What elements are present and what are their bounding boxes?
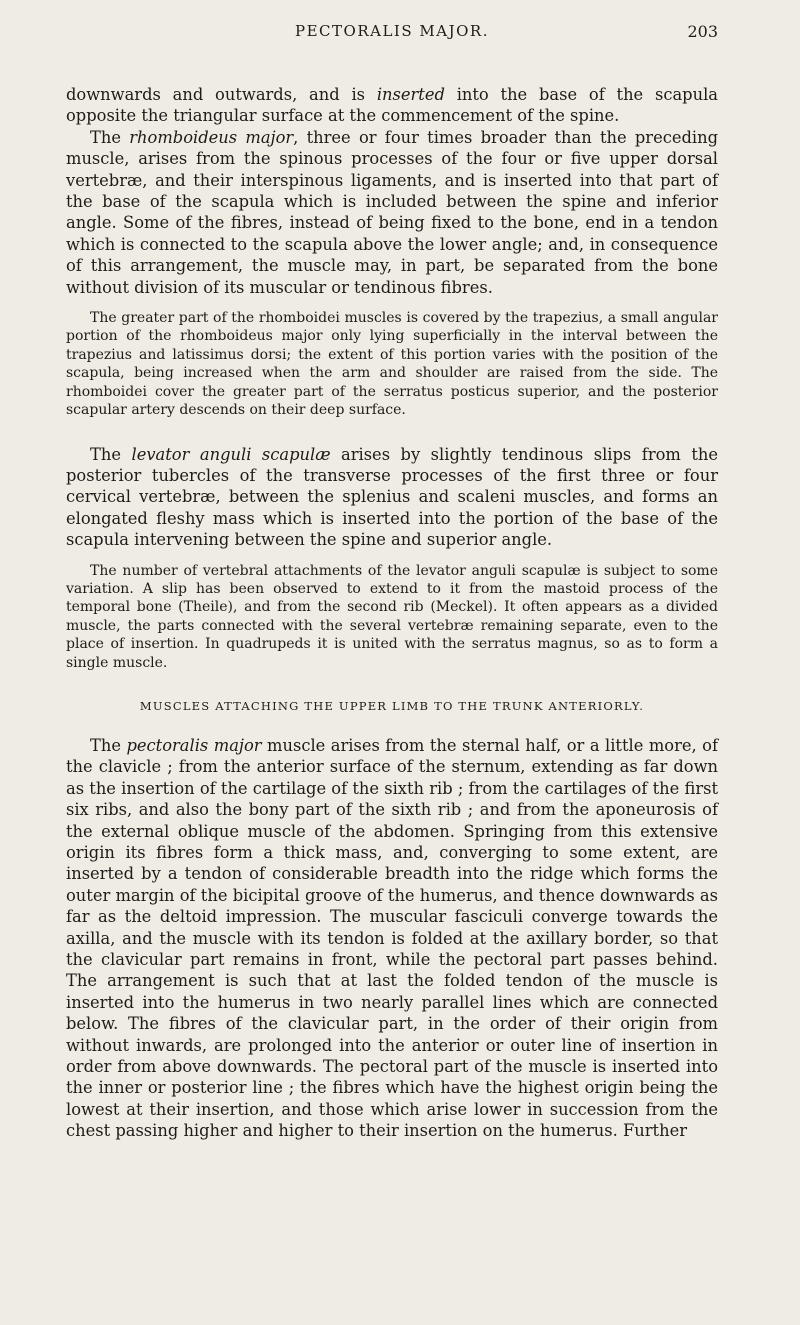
page-body <box>66 84 718 1142</box>
note-levator-anguli: The number of vertebral attachments of the levator anguli scapulæ is subject to some variation. A slip has been observed to extend to it from the mastoid process of the temporal bone (Theile), and from the second rib (Meckel). It often appears as a divided muscle, the parts connected with the several vertebræ remaining separate, even to the place of insertion. In quadrupeds it is united with the serratus magnus, so as to form a single muscle. <box>66 562 718 671</box>
term-inserted: inserted <box>376 85 445 104</box>
term-pectoralis-major: pectoralis major <box>126 735 262 755</box>
paragraph-levator-anguli: The levator anguli scapulæ arises by slightly tendinous slips from the posterior tubercles of the transverse processes of the first three or four cervical vertebræ, between the splenius and scaleni muscles, and forms an elongated fleshy mass which is inserted into the portion of the base of the scapula intervening between the spine and superior angle. <box>66 444 719 550</box>
paragraph-pectoralis-major: The pectoralis major muscle arises from the sternal half, or a little more, of the clavicle ; from the anterior surface of the sternum, extending as far down as the insertion of the cartilage of the sixth rib ; from the cartilages of the first six ribs, and also the bony part of the sixth rib ; and from the aponeurosis of the external oblique muscle of the abdomen. Springing from this extensive origin its fibres form a thick mass, and, converging to some extent, are inserted by a tendon of considerable breadth into the ridge which forms the outer margin of the bicipital groove of the humerus, and thence downwards as far as the deltoid impression. The muscular fasciculi converge towards the axilla, and the muscle with its tendon is folded at the axillary border, so that the clavicular part remains in front, while the pectoral part passes behind. The arrangement is such that at last the folded tendon of the muscle is inserted into the humerus in two nearly parallel lines which are connected below. The fibres of the clavicular part, in the order of their origin from without inwards, are prolonged into the anterior or outer line of insertion in order from above downwards. The pectoral part of the muscle is inserted into the inner or posterior line ; the fibres which have the highest origin being the lowest at their insertion, and those which arise lower in succession from the chest passing higher and higher to their insertion on the humerus. Further <box>66 735 719 1141</box>
section-heading: MUSCLES ATTACHING THE UPPER LIMB TO THE TRUNK ANTERIORLY. <box>139 698 645 713</box>
paragraph-rhomboideus-major: The rhomboideus major, three or four times broader than the preceding muscle, arises from the spinous processes of the four or five upper dorsal vertebræ, and their interspinous ligaments, and is inserted into that part of the base of the scapula which is included between the spine and inferior angle. Some of the fibres, instead of being fixed to the bone, end in a tendon which is connected to the scapula above the lower angle; and, in consequence of this arrangement, the muscle may, in part, be separated from the bone without division of its muscular or tendinous fibres. <box>66 127 719 297</box>
running-header <box>66 22 718 46</box>
note-rhomboidei: The greater part of the rhomboidei muscles is covered by the trapezius, a small angular portion of the rhomboideus major only lying superficially in the interval between the trapezius and latissimus dorsi; the extent of this portion varies with the position of the scapula, being increased when the arm and shoulder are raised from the side. The rhomboidei cover the greater part of the serratus posticus superior, and the posterior scapular artery descends on their deep surface. <box>66 310 718 419</box>
page-number: 203 <box>687 22 718 41</box>
term-levator-anguli-scapulae: levator anguli scapulæ <box>131 444 331 464</box>
paragraph-scapula-insertion: downwards and outwards, and is inserted into the base of the scapula opposite the triangular surface at the commencement of the spine. <box>66 85 718 126</box>
running-title: PECTORALIS MAJOR. <box>295 22 489 40</box>
term-rhomboideus-major: rhomboideus major <box>129 127 294 147</box>
